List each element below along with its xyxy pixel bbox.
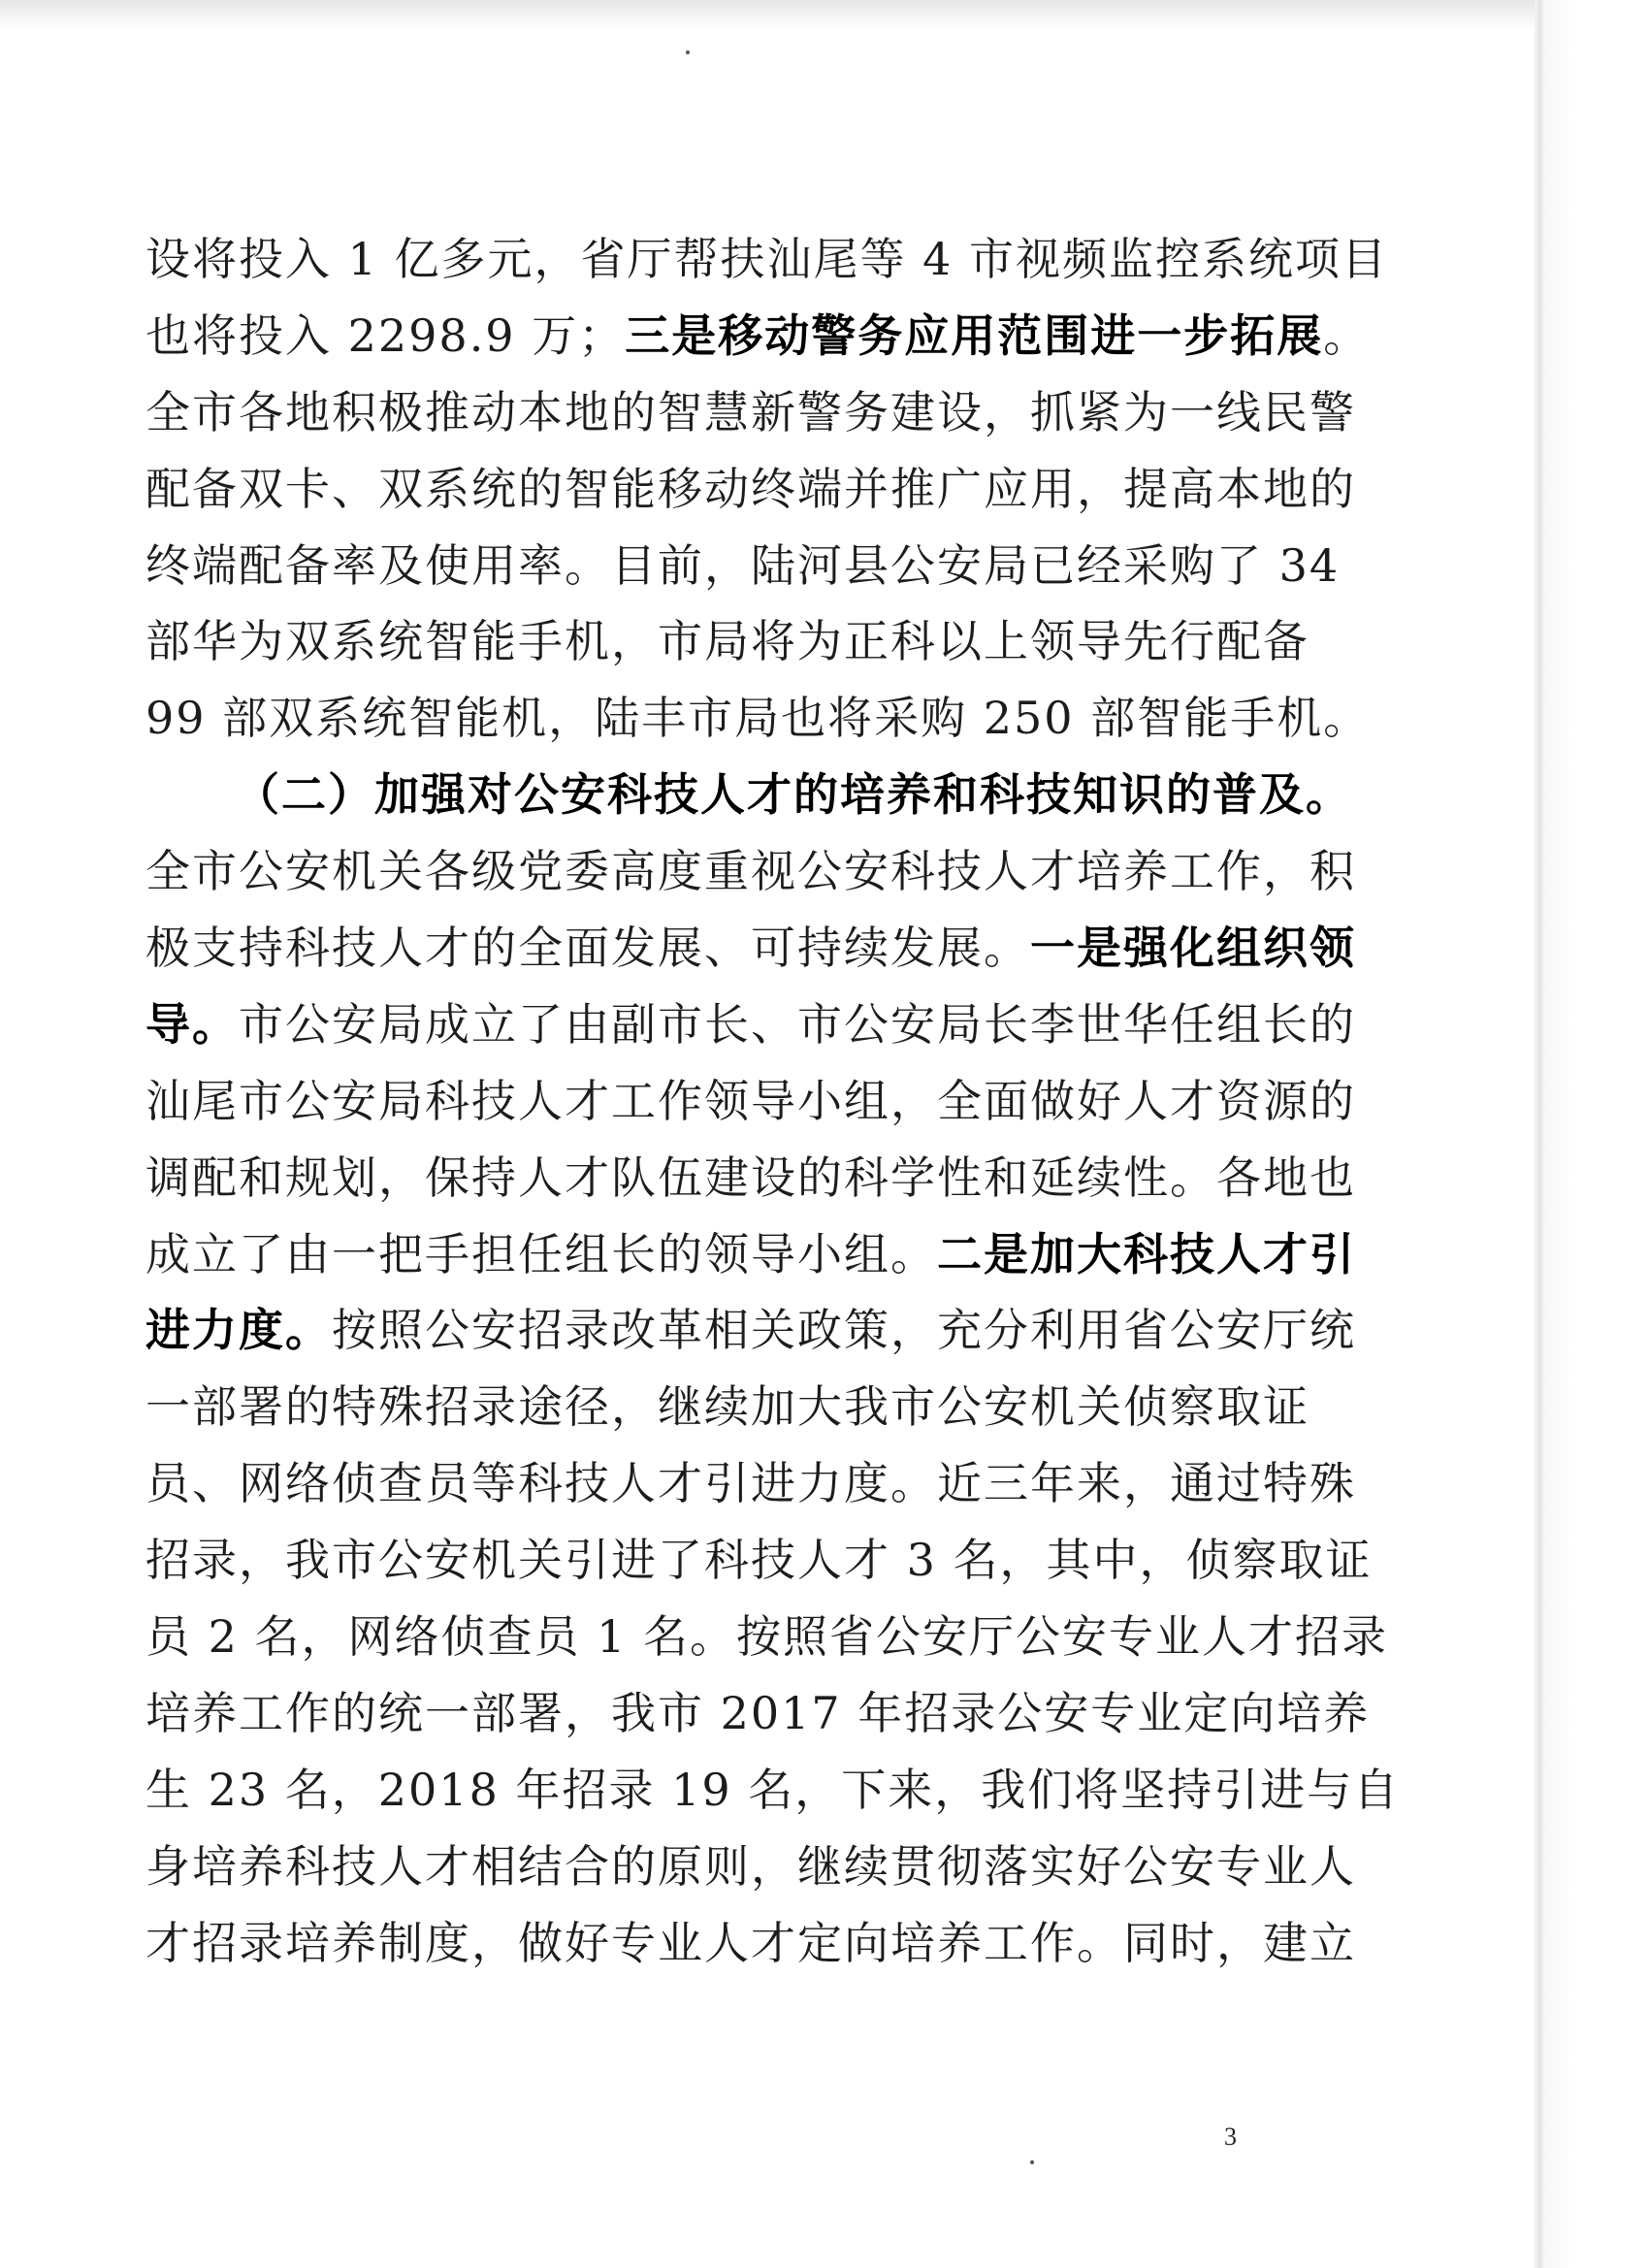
bold-phrase: 一是强化组织领 xyxy=(1030,922,1356,975)
text-run: 员、网络侦查员等科技人才引进力度。近三年来，通过特殊 xyxy=(146,1457,1356,1510)
text-run: 生 23 名，2018 年招录 19 名，下来，我们将坚持引进与自 xyxy=(146,1763,1401,1816)
paragraph-line xyxy=(146,1369,1310,1445)
scan-top-shadow xyxy=(0,0,1649,29)
text-run: 终端配备率及使用率。目前，陆河县公安局已经采购了 34 xyxy=(146,538,1341,592)
paragraph-line xyxy=(146,528,1341,604)
paragraph-line xyxy=(146,1599,1389,1675)
text-run: 招录，我市公安机关引进了科技人才 3 名，其中，侦察取证 xyxy=(146,1534,1373,1587)
text-run: 培养工作的统一部署，我市 2017 年招录公安专业定向培养 xyxy=(146,1686,1371,1739)
text-run: 也将投入 2298.9 万； xyxy=(146,308,626,362)
text-run: 全市各地积极推动本地的智慧新警务建设，抓紧为一线民警 xyxy=(146,385,1356,438)
text-run: 员 2 名，网络侦查员 1 名。按照省公安厅公安专业人才招录 xyxy=(146,1610,1389,1664)
text-run: 汕尾市公安局科技人才工作领导小组，全面做好人才资源的 xyxy=(146,1074,1356,1127)
paragraph-line xyxy=(146,374,1356,451)
paragraph-line xyxy=(146,1063,1356,1140)
bold-phrase: （二）加强对公安科技人才的培养和科技知识的普及。 xyxy=(235,768,1352,822)
text-run: 设将投入 1 亿多元，省厅帮扶汕尾等 4 市视频监控系统项目 xyxy=(146,233,1389,285)
scan-page-edge xyxy=(1535,0,1649,2268)
text-run: 极支持科技人才的全面发展、可持续发展。 xyxy=(146,922,1030,975)
text-run: 身培养科技人才相结合的原则，继续贯彻落实好公安专业人 xyxy=(146,1839,1356,1893)
paragraph-line xyxy=(146,987,1356,1063)
paragraph-line xyxy=(146,221,1389,298)
text-run: 99 部双系统智能机，陆丰市局也将采购 250 部智能手机。 xyxy=(146,692,1371,745)
bold-phrase: 二是加大科技人才引 xyxy=(937,1227,1356,1280)
paragraph-line xyxy=(146,1752,1401,1829)
scan-speck xyxy=(686,50,690,54)
text-run: 。 xyxy=(1323,308,1371,362)
text-run: 一部署的特殊招录途径，继续加大我市公安机关侦察取证 xyxy=(146,1380,1310,1434)
text-run: 按照公安招录改革相关政策，充分利用省公安厅统 xyxy=(332,1304,1356,1357)
text-run: 调配和规划，保持人才队伍建设的科学性和延续性。各地也 xyxy=(146,1150,1356,1204)
section-heading-line xyxy=(146,757,1352,833)
text-run: 市公安局成立了由副市长、市公安局长李世华任组长的 xyxy=(239,997,1356,1051)
paragraph-line xyxy=(146,1905,1356,1982)
paragraph-line xyxy=(146,910,1356,987)
document-body xyxy=(146,221,1401,1981)
paragraph-line xyxy=(146,298,1371,374)
scan-speck xyxy=(1030,2160,1034,2164)
paragraph-line xyxy=(146,451,1356,528)
paragraph-line xyxy=(146,1675,1371,1752)
text-run: 成立了由一把手担任组长的领导小组。 xyxy=(146,1227,937,1280)
paragraph-line xyxy=(146,1292,1356,1369)
bold-phrase: 导。 xyxy=(146,997,239,1051)
paragraph-line xyxy=(146,1216,1356,1293)
page-number: 3 xyxy=(1224,2122,1237,2151)
text-run: 部华为双系统智能手机，市局将为正科以上领导先行配备 xyxy=(146,615,1310,668)
paragraph-line xyxy=(146,1829,1356,1905)
paragraph-line xyxy=(146,833,1356,910)
text-run: 配备双卡、双系统的智能移动终端并推广应用，提高本地的 xyxy=(146,462,1356,515)
bold-phrase: 三是移动警务应用范围进一步拓展 xyxy=(625,308,1324,362)
paragraph-line xyxy=(146,1445,1356,1522)
paragraph-line xyxy=(146,1522,1373,1599)
text-run: 全市公安机关各级党委高度重视公安科技人才培养工作，积 xyxy=(146,845,1356,898)
paragraph-line xyxy=(146,680,1371,757)
bold-phrase: 进力度。 xyxy=(146,1304,332,1357)
paragraph-line xyxy=(146,603,1310,680)
text-run: 才招录培养制度，做好专业人才定向培养工作。同时，建立 xyxy=(146,1916,1356,1969)
paragraph-line xyxy=(146,1140,1356,1216)
